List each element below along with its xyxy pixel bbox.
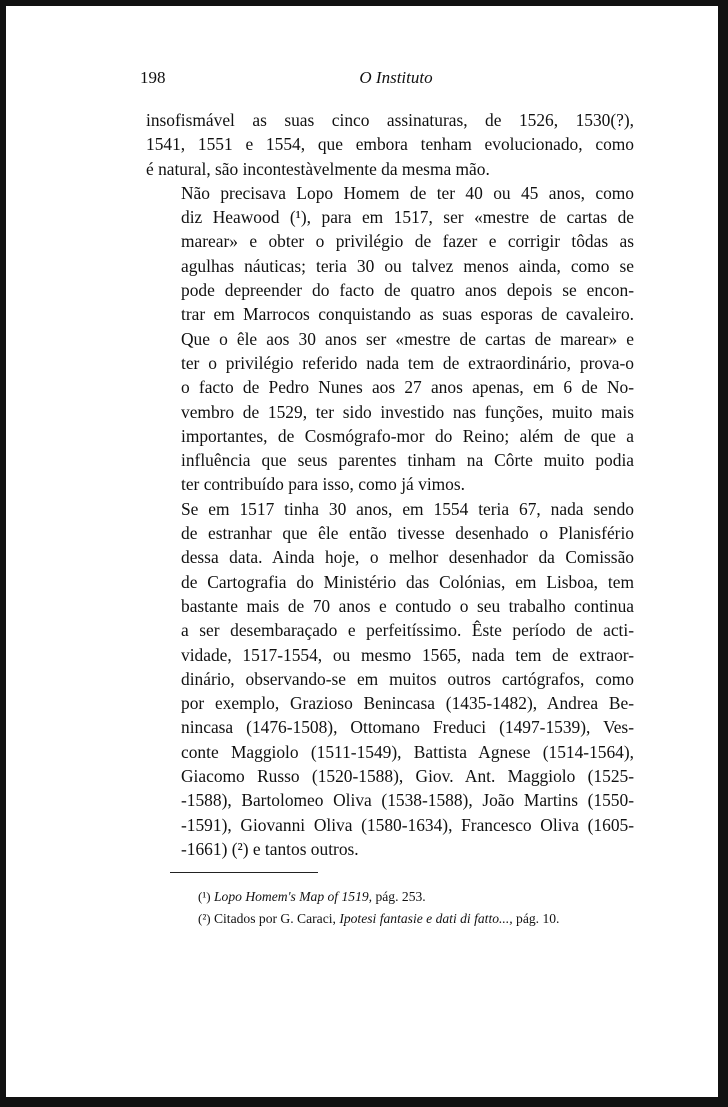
text-line: -1591), Giovanni Oliva (1580-1634), Francesco Oliva (1605- [181, 814, 634, 835]
text-line: agulhas náuticas; teria 30 ou talvez menos ainda, como se [181, 255, 634, 276]
text-line: é natural, são incontestàvelmente da mesma mão. [146, 158, 490, 179]
text-line: diz Heawood (¹), para em 1517, ser «mestre de cartas de [181, 207, 634, 228]
paragraph-1 [146, 108, 634, 181]
text-line: influência que seus parentes tinham na Côrte muito podia [181, 450, 634, 471]
footnotes [198, 886, 638, 930]
footnote-1 [198, 886, 638, 908]
text-line: -1588), Bartolomeo Oliva (1538-1588), João Martins (1550- [181, 790, 634, 811]
text-line: vidade, 1517-1554, ou mesmo 1565, nada tem de extraor- [181, 644, 634, 665]
footnote-marker: (²) [198, 911, 211, 926]
footnote-title: Ipotesi fantasie e dati di fatto..., [339, 911, 513, 926]
page-number: 198 [140, 68, 166, 87]
text-line: pode depreender do facto de quatro anos depois se encon- [181, 280, 634, 301]
text-line: Se em 1517 tinha 30 anos, em 1554 teria 67, nada sendo [181, 498, 634, 519]
footnote-title: Lopo Homem's Map of 1519, [213, 889, 373, 904]
text-line: -1661) (²) e tantos outros. [181, 838, 359, 859]
text-line: conte Maggiolo (1511-1549), Battista Agnese (1514-1564), [181, 741, 634, 762]
text-line: a ser desembaraçado e perfeitíssimo. Êste período de acti- [181, 620, 634, 641]
text-line: dessa data. Ainda hoje, o melhor desenhador da Comissão [181, 547, 634, 568]
footnote-2 [198, 908, 638, 930]
paragraph-2 [146, 181, 634, 497]
text-line: ter contribuído para isso, como já vimos. [181, 474, 465, 495]
text-line: de Cartografia do Ministério das Colónias, em Lisboa, tem [181, 571, 634, 592]
book-page [6, 6, 718, 1097]
text-line: insofismável as suas cinco assinaturas, de 1526, 1530(?), [146, 110, 634, 130]
text-line: trar em Marrocos conquistando as suas esporas de cavaleiro. [181, 304, 634, 325]
text-line: bastante mais de 70 anos e contudo o seu trabalho continua [181, 595, 634, 616]
paragraph-3 [146, 497, 634, 861]
text-line: vembro de 1529, ter sido investido nas funções, muito mais [181, 401, 634, 422]
footnote-prefix: Citados por G. Caraci, [213, 911, 340, 926]
footnote-page: pág. 10. [512, 911, 560, 926]
running-title: O Instituto [359, 68, 433, 87]
body-text [146, 108, 634, 861]
footnote-page: pág. 253. [372, 889, 426, 904]
text-line: importantes, de Cosmógrafo-mor do Reino; além de que a [181, 425, 634, 446]
footnote-divider [170, 872, 318, 873]
running-head [6, 68, 718, 92]
text-line: por exemplo, Grazioso Benincasa (1435-1482), Andrea Be- [181, 693, 634, 714]
footnote-marker: (¹) [198, 889, 211, 904]
text-line: Giacomo Russo (1520-1588), Giov. Ant. Maggiolo (1525- [181, 766, 634, 787]
text-line: ter o privilégio referido nada tem de extraordinário, prova-o [181, 352, 634, 373]
text-line: Que o êle aos 30 anos ser «mestre de cartas de marear» e [181, 328, 634, 349]
text-line: 1541, 1551 e 1554, que embora tenham evolucionado, como [146, 134, 634, 155]
text-line: marear» e obter o privilégio de fazer e corrigir tôdas as [181, 231, 634, 252]
text-line: o facto de Pedro Nunes aos 27 anos apenas, em 6 de No- [181, 377, 634, 398]
text-line: Não precisava Lopo Homem de ter 40 ou 45 anos, como [181, 182, 634, 203]
text-line: nincasa (1476-1508), Ottomano Freduci (1497-1539), Ves- [181, 717, 634, 738]
text-line: de estranhar que êle então tivesse desenhado o Planisfério [181, 523, 634, 544]
text-line: dinário, observando-se em muitos outros cartógrafos, como [181, 668, 634, 689]
